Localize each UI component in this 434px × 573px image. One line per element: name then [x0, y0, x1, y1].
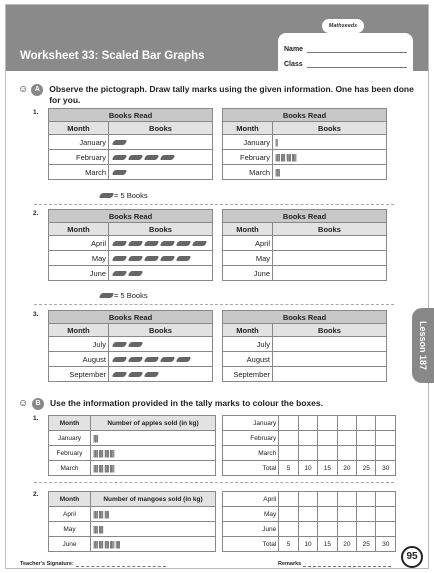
- graph-box[interactable]: [376, 492, 396, 507]
- col-header: Month: [49, 492, 91, 507]
- tally-cell[interactable]: [273, 337, 387, 352]
- graph-box[interactable]: [376, 431, 396, 446]
- q2-key: [98, 291, 148, 300]
- b-q2-bar-graph: [222, 491, 396, 552]
- graph-box[interactable]: [337, 492, 356, 507]
- month-cell: May: [223, 251, 273, 266]
- col-header: Month: [223, 122, 273, 135]
- book-icon: [98, 293, 114, 298]
- scale-value: 15: [318, 537, 337, 552]
- book-icon: [127, 241, 143, 246]
- col-header: Books: [109, 324, 213, 337]
- col-header: Number of mangoes sold (in kg): [91, 492, 216, 507]
- graph-box[interactable]: [318, 507, 337, 522]
- divider: [34, 204, 394, 205]
- row-label: February: [223, 431, 279, 446]
- books-cell: [109, 165, 213, 180]
- remarks: [278, 561, 391, 567]
- month-cell: May: [49, 251, 109, 266]
- graph-box[interactable]: [318, 446, 337, 461]
- page-number: 95: [401, 546, 423, 568]
- month-cell: February: [49, 446, 91, 461]
- book-icon: [111, 256, 127, 261]
- lesson-tab: Lesson 187: [412, 308, 434, 383]
- b-q2-tally-table: [48, 491, 216, 552]
- col-header: Books: [273, 223, 387, 236]
- signature-line[interactable]: [76, 561, 166, 567]
- graph-box[interactable]: [279, 522, 298, 537]
- name-field[interactable]: [307, 44, 407, 53]
- book-icon: [143, 155, 159, 160]
- col-header: Books: [109, 122, 213, 135]
- row-label: March: [223, 446, 279, 461]
- graph-box[interactable]: [357, 416, 376, 431]
- divider: [34, 482, 394, 483]
- book-icon: [111, 170, 127, 175]
- b-q1-number: 1.: [33, 415, 39, 422]
- graph-box[interactable]: [279, 446, 298, 461]
- q3-tally-table: [222, 310, 387, 382]
- book-icon: [127, 372, 143, 377]
- graph-box[interactable]: [376, 446, 396, 461]
- tally-marks: |||| |||| |||| ||||: [93, 448, 114, 458]
- graph-box[interactable]: [279, 492, 298, 507]
- graph-box[interactable]: [337, 446, 356, 461]
- section-a: [18, 84, 418, 106]
- row-label: June: [223, 522, 279, 537]
- month-cell: September: [49, 367, 109, 382]
- book-icon: [175, 241, 191, 246]
- book-icon: [127, 342, 143, 347]
- book-icon: [111, 155, 127, 160]
- book-icon: [143, 357, 159, 362]
- books-cell: [109, 135, 213, 150]
- month-cell: August: [223, 352, 273, 367]
- scale-value: 30: [376, 537, 396, 552]
- col-header: Month: [223, 223, 273, 236]
- tally-cell[interactable]: [273, 251, 387, 266]
- tally-marks: |||| |||| |||| |||| ||||: [93, 539, 120, 549]
- q1-tally-table: [222, 108, 387, 180]
- book-icon: [143, 372, 159, 377]
- books-cell: [109, 352, 213, 367]
- q1-number: 1.: [33, 109, 39, 116]
- total-label: Total: [223, 461, 279, 476]
- graph-box[interactable]: [279, 507, 298, 522]
- section-b: [18, 398, 418, 410]
- worksheet-title: Worksheet 33: Scaled Bar Graphs: [20, 50, 205, 62]
- name-label: Name: [284, 46, 304, 53]
- graph-box[interactable]: [337, 431, 356, 446]
- q2-tally-table: [222, 209, 387, 281]
- graph-box[interactable]: [376, 522, 396, 537]
- tally-marks: ||: [275, 137, 278, 147]
- q1-key: [98, 191, 148, 200]
- book-icon: [159, 357, 175, 362]
- graph-box[interactable]: [298, 522, 317, 537]
- graph-box[interactable]: [298, 416, 317, 431]
- month-cell: August: [49, 352, 109, 367]
- book-icon: [127, 155, 143, 160]
- books-cell: [109, 251, 213, 266]
- b-q1-bar-graph: [222, 415, 396, 476]
- graph-box[interactable]: [298, 431, 317, 446]
- month-cell: July: [49, 337, 109, 352]
- q2-pictograph: [48, 209, 213, 281]
- section-b-instruction: Use the information provided in the tally marks to colour the boxes.: [50, 398, 323, 408]
- book-icon: [143, 241, 159, 246]
- scale-value: 10: [298, 537, 317, 552]
- tally-marks: |||| ||||: [93, 524, 103, 534]
- tally-marks: |||| |||| ||||: [93, 509, 109, 519]
- scale-value: 10: [298, 461, 317, 476]
- table-title: Books Read: [223, 311, 387, 324]
- class-label: Class: [284, 61, 303, 68]
- col-header: Books: [273, 122, 387, 135]
- divider: [34, 304, 394, 305]
- book-icon: [159, 241, 175, 246]
- col-header: Month: [49, 223, 109, 236]
- row-label: April: [223, 492, 279, 507]
- book-icon: [111, 271, 127, 276]
- graph-box[interactable]: [337, 507, 356, 522]
- q2-number: 2.: [33, 210, 39, 217]
- month-cell: April: [49, 507, 91, 522]
- scale-value: 5: [279, 461, 298, 476]
- tally-cell[interactable]: [273, 266, 387, 281]
- scale-value: 5: [279, 537, 298, 552]
- tally-marks: |||| |||| |||| ||||: [93, 463, 114, 473]
- month-cell: June: [223, 266, 273, 281]
- book-icon: [127, 256, 143, 261]
- month-cell: April: [223, 236, 273, 251]
- scale-value: 25: [357, 461, 376, 476]
- col-header: Month: [49, 324, 109, 337]
- tally-marks: |||| |||| |||| ||||: [275, 152, 296, 162]
- col-header: Month: [223, 324, 273, 337]
- graph-box[interactable]: [337, 416, 356, 431]
- key-label: = 5 Books: [114, 291, 148, 300]
- tally-cell[interactable]: [273, 135, 387, 150]
- books-cell: [109, 266, 213, 281]
- book-icon: [127, 357, 143, 362]
- book-icon: [111, 357, 127, 362]
- tally-cell[interactable]: [273, 352, 387, 367]
- graph-box[interactable]: [357, 431, 376, 446]
- book-icon: [159, 256, 175, 261]
- q3-number: 3.: [33, 311, 39, 318]
- book-icon: [159, 155, 175, 160]
- book-icon: [191, 241, 207, 246]
- book-icon: [175, 357, 191, 362]
- tally-cell[interactable]: [273, 150, 387, 165]
- month-cell: March: [223, 165, 273, 180]
- col-header: Books: [109, 223, 213, 236]
- tally-cell[interactable]: [273, 236, 387, 251]
- tally-marks: ||||: [275, 167, 280, 177]
- graph-box[interactable]: [376, 507, 396, 522]
- month-cell: January: [49, 431, 91, 446]
- section-a-badge: A: [31, 84, 43, 96]
- key-label: = 5 Books: [114, 191, 148, 200]
- b-q1-tally-table: [48, 415, 216, 476]
- month-cell: March: [49, 461, 91, 476]
- worksheet-page: [5, 4, 429, 569]
- bulb-icon: ☺: [18, 84, 29, 95]
- graph-box[interactable]: [318, 416, 337, 431]
- month-cell: February: [49, 150, 109, 165]
- scale-value: 25: [357, 537, 376, 552]
- month-cell: January: [49, 135, 109, 150]
- table-title: Books Read: [223, 210, 387, 223]
- book-icon: [98, 193, 114, 198]
- month-cell: June: [49, 537, 91, 552]
- teacher-label: Teacher's Signature:: [20, 561, 74, 567]
- graph-box[interactable]: [318, 522, 337, 537]
- row-label: January: [223, 416, 279, 431]
- class-field[interactable]: [307, 59, 407, 68]
- row-label: May: [223, 507, 279, 522]
- graph-box[interactable]: [318, 492, 337, 507]
- table-title: Books Read: [49, 210, 213, 223]
- graph-box[interactable]: [298, 492, 317, 507]
- graph-box[interactable]: [279, 431, 298, 446]
- month-cell: September: [223, 367, 273, 382]
- b-q2-number: 2.: [33, 491, 39, 498]
- book-icon: [111, 241, 127, 246]
- table-title: Books Read: [49, 109, 213, 122]
- graph-box[interactable]: [279, 416, 298, 431]
- graph-box[interactable]: [357, 507, 376, 522]
- month-cell: January: [223, 135, 273, 150]
- teacher-signature: [20, 561, 166, 567]
- scale-value: 30: [376, 461, 396, 476]
- section-b-badge: B: [32, 398, 44, 410]
- graph-box[interactable]: [357, 492, 376, 507]
- col-header: Number of apples sold (in kg): [91, 416, 216, 431]
- month-cell: March: [49, 165, 109, 180]
- book-icon: [111, 342, 127, 347]
- book-icon: [111, 140, 127, 145]
- book-icon: [111, 372, 127, 377]
- name-class-box: [278, 33, 413, 71]
- table-title: Books Read: [49, 311, 213, 324]
- mathseeds-logo: Mathseeds: [322, 19, 364, 33]
- book-icon: [127, 271, 143, 276]
- remarks-line[interactable]: [303, 561, 391, 567]
- graph-box[interactable]: [298, 507, 317, 522]
- remarks-label: Remarks: [278, 561, 302, 567]
- col-header: Month: [49, 416, 91, 431]
- tally-cell[interactable]: [273, 165, 387, 180]
- books-cell: [109, 337, 213, 352]
- books-cell: [109, 236, 213, 251]
- month-cell: July: [223, 337, 273, 352]
- graph-box[interactable]: [337, 522, 356, 537]
- books-cell: [109, 367, 213, 382]
- graph-box[interactable]: [318, 431, 337, 446]
- graph-box[interactable]: [357, 522, 376, 537]
- section-a-instruction: Observe the pictograph. Draw tally marks using the given information. One has been done for you.: [49, 84, 414, 105]
- book-icon: [175, 256, 191, 261]
- scale-value: 15: [318, 461, 337, 476]
- col-header: Month: [49, 122, 109, 135]
- total-label: Total: [223, 537, 279, 552]
- scale-value: 20: [337, 461, 356, 476]
- books-cell: [109, 150, 213, 165]
- col-header: Books: [273, 324, 387, 337]
- month-cell: June: [49, 266, 109, 281]
- tally-marks: ||||: [93, 433, 98, 443]
- graph-box[interactable]: [298, 446, 317, 461]
- tally-cell[interactable]: [273, 367, 387, 382]
- graph-box[interactable]: [376, 416, 396, 431]
- month-cell: May: [49, 522, 91, 537]
- table-title: Books Read: [223, 109, 387, 122]
- month-cell: April: [49, 236, 109, 251]
- q3-pictograph: [48, 310, 213, 382]
- book-icon: [143, 256, 159, 261]
- bulb-icon: ☺: [18, 398, 29, 409]
- scale-value: 20: [337, 537, 356, 552]
- graph-box[interactable]: [357, 446, 376, 461]
- month-cell: February: [223, 150, 273, 165]
- header-band: [6, 5, 428, 71]
- q1-pictograph: [48, 108, 213, 180]
